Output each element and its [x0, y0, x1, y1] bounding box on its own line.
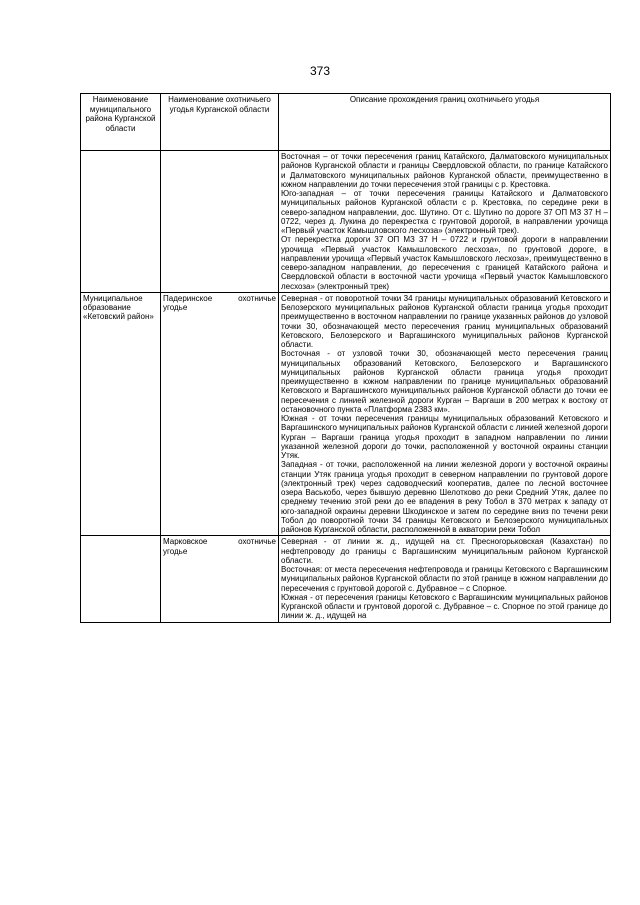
description-paragraph: Западная - от точки, расположенной на линии железной дороги у восточной окраины станции Утяк граница угодья проходит в северном направлении по грунтовой дороге (электронный трек) через садоводческий кооператив, далее по лесной восточнее озера Васькобо, через бывшую деревню Шелотково до реки Средний Утяк, далее по среднему течению этой реки до ее впадения в реку Тобол в 370 метрах к западу от юго-западной окраины деревни Шкодинское и затем по середине вниз по течени реки Тобол до поворотной точки 34 границы Кетовского и Белозерского муниципальных районов Курганской области, расположенной в акватории реки Тобол [281, 460, 608, 534]
cell-description [279, 292, 611, 536]
cell-district [81, 151, 161, 293]
description-paragraph: Северная - от поворотной точки 34 границы муниципальных образований Кетовского и Белозерского муниципальных районов Курганской области граница угодья проходит преимущественно в восточном направлении по границе указанных районов до узловой точки 30, обозначающей место пересечения границ муниципальных образований Кетовского, Белозерского и Варгашинского муниципальных районов Курганской области. [281, 293, 608, 349]
hunting-grounds-table [80, 93, 611, 623]
cell-description [279, 151, 611, 293]
header-district: Наименование муниципального района Курганской области [81, 94, 161, 151]
description-paragraph: Восточная – от точки пересечения границ Катайского, Далматовского муниципальных районов Курганской области и границы Свердловской области, по границе Катайского и Далматовского муниципальных районов Курганской области, преимущественно в южном направлении до точки пересечения этой границы с р. Крестовка. [281, 152, 608, 189]
description-paragraph: Юго-западная – от точки пересечения границы Катайского и Далматовского муниципальных районов Курганской области с р. Крестовка, по середине реки в северо-западном направлении, дос. Шутино. От с. Шутино по дороге 37 ОП МЗ 37 Н – 0722, через д. Лукина до перекрестка с грунтовой дорогой, в направлении урочища «Первый участок Камышловского лесхоза» (электронный трек). [281, 189, 608, 235]
description-paragraph: Восточная - от узловой точки 30, обозначающей место пересечения границ муниципальных образований Кетовского, Белозерского и Варгашинского муниципальных районов Курганской области граница угодья проходит преимущественно в южном направлении по границе муниципальных образований Кетовского и Варгашинского муниципальных районов Курганской области до точки ее пересечения с линией железной дороги Курган – Варгаши в 200 метрах к востоку от остановочного пункта «Платформа 2383 км». [281, 349, 608, 414]
cell-district: Муниципальное образование «Кетовский район» [81, 292, 161, 536]
table-row [81, 292, 611, 536]
description-paragraph: Восточная: от места пересечения нефтепровода и границы Кетовского с Варгашинским муниципальных районов Курганской области по этой границе в южном направлении до пересечения с грунтовой дорогой с. Дубравное – с Спорное. [281, 565, 608, 593]
cell-hunting-ground [161, 292, 279, 536]
header-hunting-ground: Наименование охотничьего угодья Курганской области [161, 94, 279, 151]
page-number: 373 [309, 64, 331, 78]
hunting-ground-name: Падеринское охотничье [163, 293, 276, 303]
description-paragraph: Южная - от пересечения границы Кетовского с Варгашинским муниципальных районов Курганской области и грунтовой дорогой с. Дубравное – с. Спорное по этой границе до линии ж. д., идущей на [281, 592, 608, 621]
table-row [81, 151, 611, 293]
cell-hunting-ground [161, 536, 279, 622]
description-paragraph: Южная - от точки пересечения границы муниципальных образований Кетовского и Варгашинского муниципальных районов Курганской области с линией железной дороги Курган – Варгаши граница угодья проходит в западном направлении по линии указанной железной дороги до точки, расположенной у восточной окраины станции Утяк. [281, 414, 608, 460]
table-header-row [81, 94, 611, 151]
hunting-ground-name-cont: угодье [163, 303, 188, 312]
table-row [81, 536, 611, 622]
hunting-ground-name: Марковское охотничье [163, 537, 276, 547]
header-description: Описание прохождения границ охотничьего угодья [279, 94, 611, 151]
description-paragraph: От перекрестка дороги 37 ОП МЗ 37 Н – 0722 и грунтовой дороги в направлении урочища «Первый участок Камышловского лесхоза», по грунтовой дороге, в направлении урочища «Первый участок Камышловского лесхоза», преимущественно в северо-западном направлении, до пересечения с границей Катайского района и Свердловской области в восточной части урочища «Первый участок Камышловского лесхоза» (электронный трек) [281, 235, 608, 291]
cell-hunting-ground [161, 151, 279, 293]
hunting-ground-name-cont: угодье [163, 546, 188, 556]
cell-district [81, 536, 161, 622]
cell-description [279, 536, 611, 622]
description-paragraph: Северная - от линии ж. д., идущей на ст. Пресногорьковская (Казахстан) по нефтепроводу до границы с Варгашинским муниципальным районом Курганской области. [281, 537, 608, 565]
